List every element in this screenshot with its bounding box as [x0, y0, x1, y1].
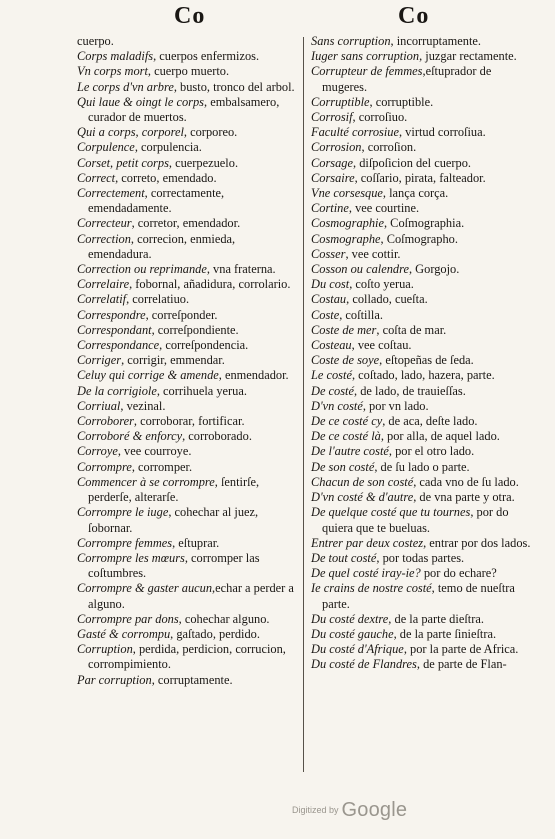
dictionary-entry	[77, 551, 299, 581]
entry-definition: , coſtilla.	[339, 307, 383, 322]
dictionary-entry	[311, 156, 533, 171]
entry-headword: Correspondant	[77, 322, 152, 337]
entry-headword: De ce costé là	[311, 429, 381, 444]
entry-definition: , eſtopeñas de ſeda.	[379, 353, 474, 368]
dictionary-entry	[77, 642, 299, 672]
google-logo-text: Google	[341, 799, 408, 821]
entry-definition: , cohechar alguno.	[178, 611, 270, 626]
entry-headword: Cosmographe	[311, 231, 381, 246]
entry-definition: , de aca, deſte lado.	[382, 414, 478, 429]
entry-definition: , cuerpo muerto.	[147, 64, 230, 79]
dictionary-entry	[77, 414, 299, 429]
dictionary-entry	[311, 171, 533, 186]
entry-headword: Le costé	[311, 368, 352, 383]
dictionary-entry	[311, 429, 533, 444]
dictionary-entry	[77, 475, 299, 505]
entry-headword: Vne corsesque	[311, 186, 383, 201]
entry-definition: , corruptible.	[369, 94, 434, 109]
entry-headword: Coste de mer	[311, 322, 377, 337]
entry-definition: , de la parte dieſtra.	[388, 611, 484, 626]
dictionary-entry	[77, 399, 299, 414]
entry-headword: Corrompre	[77, 459, 132, 474]
entry-definition: , entrar por dos lados.	[423, 535, 531, 550]
dictionary-entry	[77, 277, 299, 292]
dictionary-entry	[77, 581, 299, 611]
dictionary-entry	[311, 292, 533, 307]
entry-definition: , coſſario, pirata, falteador.	[354, 170, 486, 185]
entry-headword: Coste	[311, 307, 340, 322]
dictionary-entry	[77, 156, 299, 171]
entry-definition: , por todas partes.	[376, 550, 465, 565]
entry-definition: , de parte de Flan-	[416, 657, 507, 672]
dictionary-entry	[311, 277, 533, 292]
dictionary-entry	[311, 627, 533, 642]
entry-definition: , correſponder.	[145, 307, 218, 322]
entry-definition: , perdida, perdicion, corrucion, corrompimiento.	[88, 642, 286, 672]
entry-definition: , corpulencia.	[134, 140, 202, 155]
entry-definition: , de la parte ſinieſtra.	[393, 626, 497, 641]
dictionary-entry	[77, 429, 299, 444]
dictionary-entry	[77, 80, 299, 95]
entry-definition: , de ſu lado o parte.	[374, 459, 470, 474]
entry-definition: , incorruptamente.	[390, 34, 482, 48]
dictionary-entry	[311, 125, 533, 140]
dictionary-entry	[311, 110, 533, 125]
dictionary-entry	[77, 95, 299, 125]
entry-definition: , cuerpezuelo.	[168, 155, 239, 170]
entry-definition: , Coſmographo.	[380, 231, 458, 246]
dictionary-entry	[77, 125, 299, 140]
dictionary-entry	[311, 414, 533, 429]
dictionary-entry	[77, 353, 299, 368]
entry-definition: , corroborar, fortificar.	[133, 414, 245, 429]
entry-headword: Sans corruption	[311, 34, 391, 48]
entry-definition: , corporeo.	[183, 125, 238, 140]
entry-headword: Corrompre par dons	[77, 611, 179, 626]
entry-definition: , cohechar al juez, ſobornar.	[88, 505, 259, 535]
dictionary-entry	[311, 475, 533, 490]
entry-headword: Corroboré & enforcy	[77, 429, 183, 444]
entry-definition: , corromper.	[131, 459, 193, 474]
entry-headword: De quelque costé que tu tournes	[311, 505, 471, 520]
entry-headword: D'vn costé & d'autre	[311, 490, 414, 505]
dictionary-entry	[311, 201, 533, 216]
entry-headword: De costé	[311, 383, 355, 398]
entry-definition: , busto, tronco del arbol.	[173, 79, 295, 94]
entry-definition: , corroſiuo.	[352, 110, 408, 125]
dictionary-entry	[77, 460, 299, 475]
entry-headword: De son costé	[311, 459, 375, 474]
dictionary-entry	[77, 232, 299, 262]
entry-definition: , juzgar rectamente.	[419, 49, 517, 64]
entry-definition: , coſta de mar.	[376, 322, 447, 337]
entry-definition: , correctamente, emendadamente.	[88, 186, 225, 216]
dictionary-entry	[311, 536, 533, 551]
entry-headword: Du costé d'Afrique	[311, 642, 404, 657]
entry-definition: , cuerpos enfermizos.	[153, 49, 260, 64]
entry-headword: D'vn costé	[311, 398, 363, 413]
entry-headword: Faculté corrosiue	[311, 125, 399, 140]
dictionary-entry	[311, 490, 533, 505]
dictionary-entry	[77, 673, 299, 688]
entry-headword: Corrompre le iuge	[77, 505, 169, 520]
entry-headword: Vn corps mort	[77, 64, 148, 79]
dictionary-entry	[311, 64, 533, 94]
entry-headword: Corps maladifs	[77, 49, 154, 64]
dictionary-entry	[311, 460, 533, 475]
entry-headword: Correction	[77, 231, 131, 246]
entry-definition: , ſentirſe, perderſe, alterarſe.	[88, 474, 260, 505]
entry-headword: Corpulence	[77, 140, 135, 155]
entry-definition: , corroſion.	[361, 140, 417, 155]
entry-headword: Du costé dextre	[311, 611, 389, 626]
entry-definition: , Coſmographia.	[383, 216, 465, 231]
entry-definition: , Gorgojo.	[408, 262, 460, 277]
entry-headword: Ie crains de nostre costé	[311, 581, 432, 596]
entry-definition: , por alla, de aquel lado.	[380, 429, 500, 444]
entry-definition: , por la parte de Africa.	[403, 642, 519, 657]
entry-headword: Le corps d'vn arbre	[77, 79, 174, 94]
entry-definition: , vee coſtau.	[351, 338, 412, 353]
entry-headword: Corruption	[77, 642, 133, 657]
dictionary-entry	[311, 399, 533, 414]
entry-headword: Corroborer	[77, 414, 134, 429]
entry-definition: , virtud corroſiua.	[398, 125, 486, 140]
entry-headword: Correcteur	[77, 216, 132, 231]
entry-headword: Du costé gauche	[311, 626, 394, 641]
entry-headword: Correlatif	[77, 292, 127, 307]
dictionary-entry	[311, 232, 533, 247]
dictionary-entry	[77, 292, 299, 307]
entry-definition: , vee courroye.	[117, 444, 192, 459]
entry-definition: , vna fraterna.	[206, 262, 276, 277]
dictionary-entry	[77, 323, 299, 338]
entry-headword: Gasté & corrompu	[77, 626, 171, 641]
entry-headword: Correctement	[77, 186, 145, 201]
entry-definition: cuerpo.	[77, 34, 114, 48]
entry-definition: por do echare?	[420, 566, 497, 581]
entry-definition: , corroborado.	[182, 429, 252, 444]
dictionary-entry	[77, 505, 299, 535]
entry-definition: , collado, cueſta.	[346, 292, 428, 307]
entry-definition: , cada vno de ſu lado.	[413, 474, 519, 489]
entry-definition: , correcion, enmieda, emendadura.	[88, 231, 236, 261]
dictionary-entry	[311, 262, 533, 277]
dictionary-entry	[311, 551, 533, 566]
entry-headword: Corrompre femmes	[77, 535, 173, 550]
entry-headword: De tout costé	[311, 550, 377, 565]
entry-headword: Correction ou reprimande	[77, 262, 207, 277]
dictionary-entry	[311, 444, 533, 459]
entry-definition: , vezinal.	[120, 398, 166, 413]
entry-definition: ,eſtuprador de mugeres.	[322, 64, 492, 94]
dictionary-entry	[77, 34, 299, 49]
header-left: Co	[174, 3, 206, 29]
entry-headword: Celuy qui corrige & amende	[77, 368, 219, 383]
dictionary-entry	[311, 642, 533, 657]
entry-headword: Corrompre les mœurs	[77, 550, 185, 565]
dictionary-entry	[77, 171, 299, 186]
entry-headword: Correct	[77, 170, 116, 185]
entry-headword: Chacun de son costé	[311, 474, 414, 489]
dictionary-entry	[77, 612, 299, 627]
entry-definition: , fobornal, añadidura, corrolario.	[129, 277, 291, 292]
entry-definition: , embalsamero, curador de muertos.	[88, 94, 280, 125]
entry-definition: , correto, emendado.	[115, 170, 217, 185]
dictionary-entry	[311, 384, 533, 399]
dictionary-entry	[311, 308, 533, 323]
dictionary-entry	[311, 95, 533, 110]
entry-definition: , de vna parte y otra.	[413, 490, 515, 505]
dictionary-entry	[311, 186, 533, 201]
entry-headword: Costeau	[311, 338, 352, 353]
entry-definition: , gaſtado, perdido.	[170, 626, 260, 641]
dictionary-entry	[311, 140, 533, 155]
entry-headword: Cortine	[311, 201, 349, 216]
entry-headword: Par corruption	[77, 672, 152, 687]
entry-definition: ,echar a perder a alguno.	[88, 581, 294, 611]
entry-headword: Correlaire	[77, 277, 130, 292]
entry-definition: , correlatiuo.	[126, 292, 190, 307]
entry-headword: Corrupteur de femmes	[311, 64, 423, 79]
entry-headword: De l'autre costé	[311, 444, 389, 459]
dictionary-entry	[77, 384, 299, 399]
dictionary-entry	[77, 368, 299, 383]
entry-headword: Corrompre & gaster aucun	[77, 581, 213, 596]
entry-headword: Costau	[311, 292, 347, 307]
dictionary-entry	[311, 566, 533, 581]
dictionary-entry	[311, 323, 533, 338]
header-right: Co	[398, 3, 430, 29]
entry-definition: , coſto yerua.	[349, 277, 414, 292]
dictionary-entry	[311, 368, 533, 383]
dictionary-entry	[311, 34, 533, 49]
entry-headword: Corroye	[77, 444, 118, 459]
dictionary-entry	[77, 444, 299, 459]
dictionary-entry	[77, 49, 299, 64]
entry-definition: , correſpondiente.	[151, 322, 239, 337]
right-column	[311, 34, 533, 673]
entry-headword: Corsaire	[311, 170, 355, 185]
dictionary-entry	[311, 338, 533, 353]
entry-headword: Corrosif	[311, 110, 353, 125]
entry-headword: Corriger	[77, 353, 122, 368]
entry-headword: Iuger sans corruption	[311, 49, 420, 64]
dictionary-entry	[77, 536, 299, 551]
entry-headword: Entrer par deux costez	[311, 535, 424, 550]
entry-definition: , por vn lado.	[362, 398, 429, 413]
entry-definition: , eſtuprar.	[172, 535, 220, 550]
dictionary-entry	[77, 308, 299, 323]
entry-definition: , corretor, emendador.	[131, 216, 241, 231]
entry-headword: De ce costé cy	[311, 414, 383, 429]
entry-headword: Du cost	[311, 277, 350, 292]
entry-headword: De la corrigiole	[77, 383, 157, 398]
entry-headword: Coste de soye	[311, 353, 380, 368]
entry-definition: , corrihuela yerua.	[156, 383, 247, 398]
column-divider	[303, 37, 304, 772]
entry-headword: De quel costé iray-ie?	[311, 566, 421, 581]
dictionary-entry	[311, 657, 533, 672]
entry-definition: , diſpoſicion del cuerpo.	[353, 155, 472, 170]
dictionary-entry	[311, 612, 533, 627]
dictionary-entry	[311, 49, 533, 64]
digitized-by-text: Digitized by	[292, 805, 339, 815]
entry-headword: Correspondance	[77, 338, 160, 353]
dictionary-entry	[77, 140, 299, 155]
left-column	[77, 34, 299, 688]
entry-definition: , corrigir, emmendar.	[121, 353, 225, 368]
entry-definition: , corromper las coſtumbres.	[88, 550, 260, 581]
dictionary-entry	[77, 338, 299, 353]
dictionary-entry	[77, 216, 299, 231]
dictionary-entry	[77, 64, 299, 79]
entry-headword: Corrosion	[311, 140, 362, 155]
entry-headword: Corsage	[311, 155, 353, 170]
entry-definition: , corruptamente.	[151, 672, 233, 687]
entry-definition: , de lado, de trauieſſas.	[354, 383, 466, 398]
entry-definition: , vee courtine.	[348, 201, 420, 216]
dictionary-entry	[311, 505, 533, 535]
entry-headword: Corruptible	[311, 94, 370, 109]
entry-headword: Cosmographie	[311, 216, 384, 231]
entry-headword: Qui laue & oingt le corps	[77, 94, 204, 109]
entry-definition: , por el otro lado.	[388, 444, 475, 459]
dictionary-entry	[311, 216, 533, 231]
entry-headword: Corriual	[77, 398, 121, 413]
digitized-footer	[292, 799, 407, 822]
dictionary-entry	[311, 581, 533, 611]
dictionary-entry	[77, 627, 299, 642]
entry-headword: Corset, petit corps	[77, 155, 169, 170]
entry-definition: , por do quiera que te bueluas.	[322, 505, 509, 535]
dictionary-entry	[311, 353, 533, 368]
entry-definition: , vee cottir.	[345, 246, 401, 261]
dictionary-entry	[311, 247, 533, 262]
entry-headword: Commencer à se corrompre	[77, 474, 215, 489]
dictionary-entry	[77, 186, 299, 216]
entry-definition: , coſtado, lado, hazera, parte.	[351, 368, 495, 383]
dictionary-entry	[77, 262, 299, 277]
entry-headword: Cosser	[311, 246, 346, 261]
entry-headword: Cosson ou calendre	[311, 262, 409, 277]
entry-definition: , correſpondencia.	[159, 338, 249, 353]
entry-definition: , temo de nueſtra parte.	[322, 581, 515, 611]
entry-headword: Correspondre	[77, 307, 146, 322]
entry-definition: , lança corça.	[382, 186, 449, 201]
entry-headword: Du costé de Flandres	[311, 657, 417, 672]
entry-headword: Qui a corps, corporel	[77, 125, 184, 140]
entry-definition: , enmendador.	[218, 368, 289, 383]
